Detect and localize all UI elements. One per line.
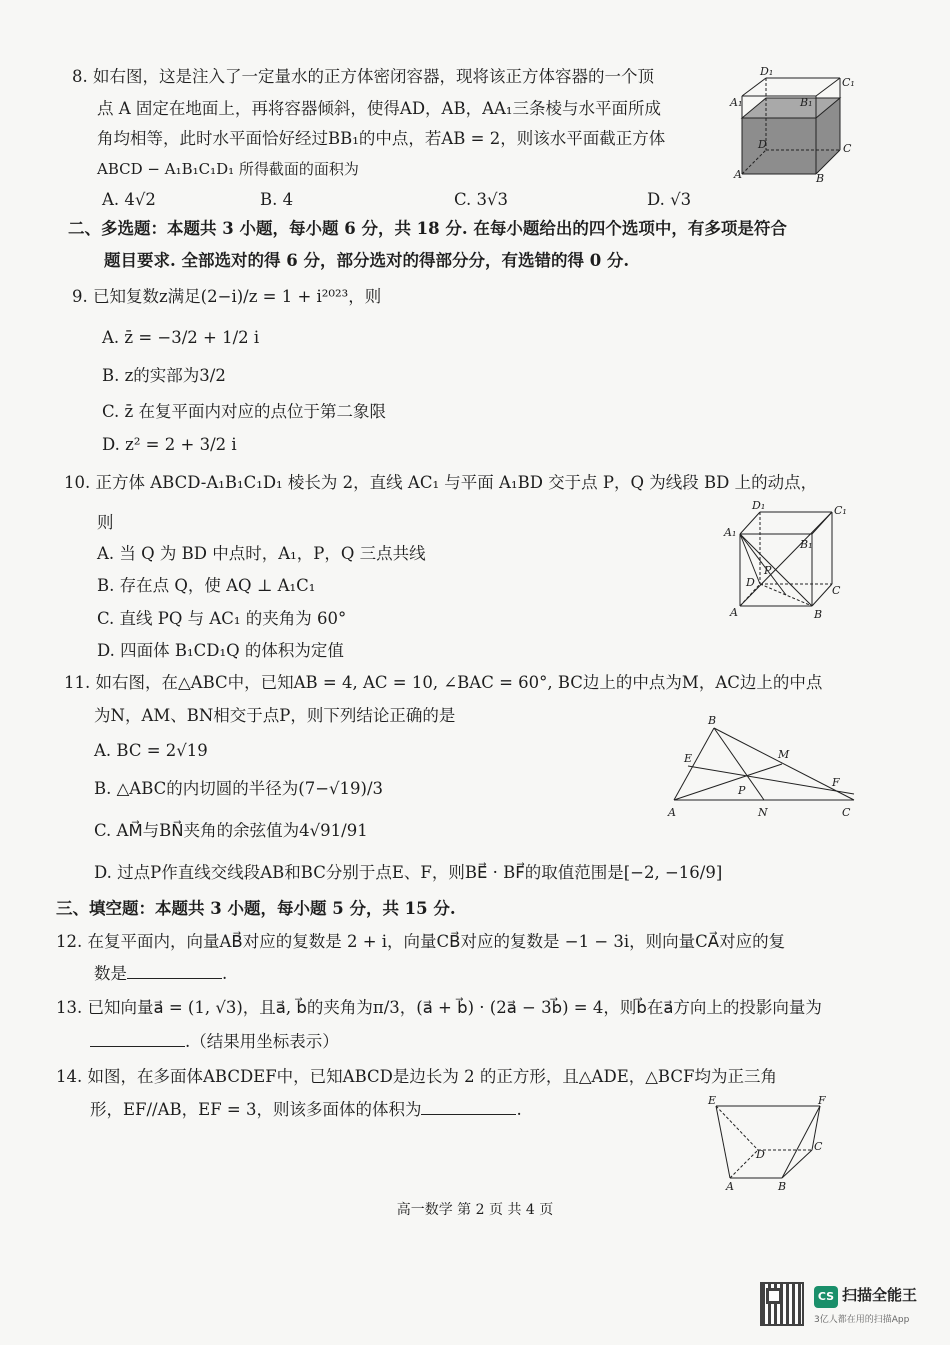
q10-label-p: P <box>764 564 772 577</box>
q14-answer-blank[interactable] <box>421 1100 516 1115</box>
q10-stem: 10. 正方体 ABCD-A₁B₁C₁D₁ 棱长为 2，直线 AC₁ 与平面 A₁BD 交于点 P，Q 为线段 BD 上的动点， <box>64 473 818 492</box>
q10-label-b1: B₁ <box>800 538 813 551</box>
brand-name: 扫描全能王 <box>842 1286 918 1304</box>
q14-label-d: D <box>756 1148 765 1161</box>
q14-label-b: B <box>778 1180 787 1193</box>
q8-cube-figure <box>730 66 860 186</box>
q10-option-c: C. 直线 PQ 与 AC₁ 的夹角为 60° <box>97 609 347 628</box>
q14-label-e: E <box>708 1094 717 1107</box>
q14-polyhedron-figure <box>700 1094 835 1194</box>
q8-line2: 点 A 固定在地面上，再将容器倾斜，使得AD，AB，AA₁三条棱与水平面所成 <box>97 99 662 118</box>
q10-option-d: D. 四面体 B₁CD₁Q 的体积为定值 <box>97 641 344 660</box>
q8-label-a: A <box>734 168 742 181</box>
q10-option-a: A. 当 Q 为 BD 中点时，A₁，P，Q 三点共线 <box>97 544 426 563</box>
q13-line2 <box>90 1031 339 1053</box>
q8-line4: ABCD − A₁B₁C₁D₁ 所得截面的面积为 <box>97 160 359 178</box>
q12-line2-end: . <box>222 964 228 983</box>
q12-line2 <box>94 963 227 985</box>
q9-option-c: C. z̄ 在复平面内对应的点位于第二象限 <box>102 402 386 421</box>
q9-option-b: B. z的实部为3/2 <box>102 366 226 385</box>
q11-triangle-figure <box>664 714 864 824</box>
q10-option-b: B. 存在点 Q，使 AQ ⊥ A₁C₁ <box>97 576 316 595</box>
qr-code-icon <box>760 1282 804 1326</box>
q11-stem2: 为N，AM、BN相交于点P，则下列结论正确的是 <box>94 706 456 725</box>
q10-cube-figure <box>722 498 852 620</box>
q8-option-a: A. 4√2 <box>102 190 156 209</box>
section3-title: 三、填空题：本题共 3 小题，每小题 5 分，共 15 分. <box>56 899 456 918</box>
q10-label-a1: A₁ <box>724 526 737 539</box>
q8-label-c1: C₁ <box>842 76 855 89</box>
q11-label-p: P <box>738 784 746 797</box>
q11-option-b: B. △ABC的内切圆的半径为(7−√19)/3 <box>94 779 384 798</box>
q10-label-d1: D₁ <box>752 499 766 512</box>
q10-label-d: D <box>746 576 755 589</box>
cs-logo-icon: CS <box>814 1286 838 1308</box>
q8-option-d: D. √3 <box>647 190 692 209</box>
q10-label-b: B <box>814 608 823 621</box>
q14-label-c: C <box>814 1140 823 1153</box>
scanner-watermark <box>760 1282 940 1330</box>
q14-line2-text: 形，EF//AB，EF = 3，则该多面体的体积为 <box>90 1100 422 1119</box>
page-footer: 高一数学 第 2 页 共 4 页 <box>396 1202 554 1218</box>
q11-label-c: C <box>842 806 851 819</box>
q11-option-c: C. AM⃗与BN⃗夹角的余弦值为4√91/91 <box>94 821 368 840</box>
q8-label-b1: B₁ <box>800 96 813 109</box>
q8-option-c: C. 3√3 <box>454 190 509 209</box>
q11-option-a: A. BC = 2√19 <box>94 741 208 760</box>
q8-option-b: B. 4 <box>260 190 294 209</box>
q8-label-d1: D₁ <box>760 65 774 78</box>
q14-label-a: A <box>726 1180 734 1193</box>
q14-line2-end: . <box>516 1100 522 1119</box>
q12-line1: 12. 在复平面内，向量AB⃗对应的复数是 2 + i，向量CB⃗对应的复数是 −1 − 3i，则向量CA⃗对应的复 <box>56 932 786 951</box>
q13-line1: 13. 已知向量a⃗ = (1, √3)，且a⃗, b⃗的夹角为π/3，(a⃗ + b⃗) · (2a⃗ − 3b⃗) = 4，则b⃗在a⃗方向上的投影向量为 <box>56 998 822 1017</box>
q9-option-d: D. z² = 2 + 3/2 i <box>102 435 237 454</box>
q11-label-a: A <box>668 806 676 819</box>
q11-label-e: E <box>684 752 693 765</box>
q10-label-c1: C₁ <box>834 504 847 517</box>
section2-line1: 二、多选题：本题共 3 小题，每小题 6 分，共 18 分. 在每小题给出的四个选项中，有多项是符合 <box>68 219 787 238</box>
q14-line1: 14. 如图，在多面体ABCDEF中，已知ABCD是边长为 2 的正方形，且△ADE，△BCF均为正三角 <box>56 1067 777 1086</box>
q8-line3: 角均相等，此时水平面恰好经过BB₁的中点，若AB = 2，则该水平面截正方体 <box>97 129 666 148</box>
q8-label-a1: A₁ <box>730 96 743 109</box>
q11-option-d: D. 过点P作直线交线段AB和BC分别于点E、F，则BE⃗ · BF⃗的取值范围是[−2, −16/9] <box>94 863 723 882</box>
q8-label-c: C <box>843 142 852 155</box>
section2-line2: 题目要求. 全部选对的得 6 分，部分选对的得部分分，有选错的得 0 分. <box>104 251 630 270</box>
q9-option-a: A. z̄ = −3/2 + 1/2 i <box>102 328 260 347</box>
q11-label-n: N <box>758 806 768 819</box>
q11-label-m: M <box>778 748 790 761</box>
q8-label-b: B <box>816 172 825 185</box>
q11-label-b: B <box>708 714 717 727</box>
q12-answer-blank[interactable] <box>127 964 222 979</box>
q10-label-c: C <box>832 584 841 597</box>
q11-label-f: F <box>832 776 840 789</box>
brand-subtitle: 3亿人都在用的扫描App <box>814 1315 910 1325</box>
q13-line2-text: .（结果用坐标表示） <box>185 1032 339 1051</box>
q14-label-f: F <box>818 1094 826 1107</box>
q10-stem2: 则 <box>97 513 114 532</box>
q9-stem: 9. 已知复数z满足(2−i)/z = 1 + i²⁰²³，则 <box>72 287 382 306</box>
q14-line2 <box>90 1099 522 1121</box>
q12-line2-text: 数是 <box>94 964 127 983</box>
q8-line1: 8. 如右图，这是注入了一定量水的正方体密闭容器，现将该正方体容器的一个顶 <box>72 67 654 86</box>
q8-options <box>102 190 702 212</box>
q11-stem: 11. 如右图，在△ABC中，已知AB = 4, AC = 10, ∠BAC = 60°, BC边上的中点为M，AC边上的中点 <box>64 673 823 692</box>
q10-label-a: A <box>730 606 738 619</box>
q13-answer-blank[interactable] <box>90 1032 185 1047</box>
q8-label-d: D <box>758 138 767 151</box>
